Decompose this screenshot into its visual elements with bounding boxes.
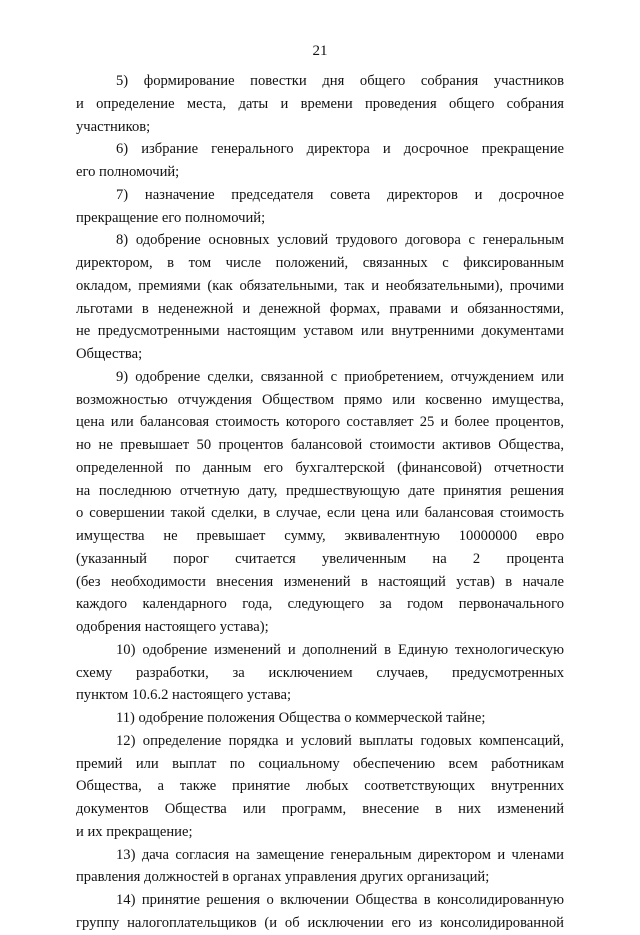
list-item bbox=[76, 639, 564, 707]
text-line: окладом, премиями (как обязательными, так и необязательными), прочими bbox=[76, 277, 564, 294]
text-line: и их прекращение; bbox=[76, 823, 193, 840]
text-line: 7) назначение председателя совета директоров и досрочное bbox=[116, 186, 564, 203]
text-line: Общества; bbox=[76, 346, 143, 362]
text-line: правления должностей в органах управления других организаций; bbox=[76, 869, 490, 886]
text-line: определенной по данным его бухгалтерской (финансовой) отчетности bbox=[76, 459, 564, 476]
text-line: (указанный порог считается увеличенным на 2 процента bbox=[76, 550, 564, 567]
list-item bbox=[76, 138, 564, 184]
list-item bbox=[76, 366, 564, 639]
text-line: его полномочий; bbox=[76, 164, 180, 180]
text-line: имущества не превышает сумму, эквивалентную 10000000 евро bbox=[76, 528, 564, 544]
text-line: 9) одобрение сделки, связанной с приобретением, отчуждением или bbox=[116, 368, 564, 385]
list-item bbox=[76, 889, 564, 935]
text-line: документов Общества или программ, внесение в них изменений bbox=[76, 801, 564, 817]
text-line: Общества, а также принятие любых соответствующих внутренних bbox=[76, 778, 564, 795]
list-item bbox=[76, 229, 564, 366]
text-line: директором, в том числе положений, связанных с фиксированным bbox=[76, 255, 564, 271]
text-line: возможностью отчуждения Обществом прямо или косвенно имущества, bbox=[76, 391, 564, 408]
text-line: 6) избрание генерального директора и досрочное прекращение bbox=[116, 141, 564, 158]
text-line: не предусмотренными настоящим уставом или внутренними документами bbox=[76, 323, 564, 340]
text-line: 5) формирование повестки дня общего собрания участников bbox=[116, 73, 564, 89]
list-item bbox=[76, 184, 564, 230]
text-line: льготами в неденежной и денежной формах, правами и обязанностями, bbox=[76, 300, 564, 317]
text-line: 11) одобрение положения Общества о коммерческой тайне; bbox=[116, 710, 486, 726]
list-item bbox=[76, 844, 564, 890]
text-line: 14) принятие решения о включении Общества в консолидированную bbox=[116, 892, 564, 908]
text-line: 10) одобрение изменений и дополнений в Единую технологическую bbox=[116, 641, 564, 658]
text-line: одобрения настоящего устава); bbox=[76, 619, 269, 635]
text-line: и определение места, даты и времени проведения общего собрания bbox=[76, 95, 564, 112]
document-body bbox=[76, 70, 564, 935]
text-line: прекращение его полномочий; bbox=[76, 209, 266, 226]
text-line: на последнюю отчетную дату, предшествующую дате принятия решения bbox=[76, 482, 564, 499]
text-line: 12) определение порядка и условий выплаты годовых компенсаций, bbox=[116, 732, 564, 749]
text-line: (без необходимости внесения изменений в настоящий устав) в начале bbox=[76, 573, 564, 590]
text-line: премий или выплат по социальному обеспечению всем работникам bbox=[76, 755, 564, 772]
text-line: 8) одобрение основных условий трудового договора с генеральным bbox=[116, 232, 564, 249]
text-line: пунктом 10.6.2 настоящего устава; bbox=[76, 687, 292, 704]
text-line: о совершении такой сделки, в случае, если цена или балансовая стоимость bbox=[76, 505, 564, 522]
text-line: схему разработки, за исключением случаев, предусмотренных bbox=[76, 664, 564, 681]
text-line: каждого календарного года, следующего за годом первоначального bbox=[76, 596, 564, 613]
list-item bbox=[76, 707, 564, 730]
text-line: участников; bbox=[76, 118, 151, 135]
text-line: 13) дача согласия на замещение генеральным директором и членами bbox=[116, 846, 564, 863]
list-item bbox=[76, 70, 564, 138]
text-line: но не превышает 50 процентов балансовой стоимости активов Общества, bbox=[76, 437, 564, 453]
text-line: цена или балансовая стоимость которого составляет 25 и более процентов, bbox=[76, 414, 564, 431]
list-item bbox=[76, 730, 564, 844]
page-number: 21 bbox=[312, 43, 328, 59]
text-line: группу налогоплательщиков (и об исключении его из консолидированной bbox=[76, 914, 564, 931]
